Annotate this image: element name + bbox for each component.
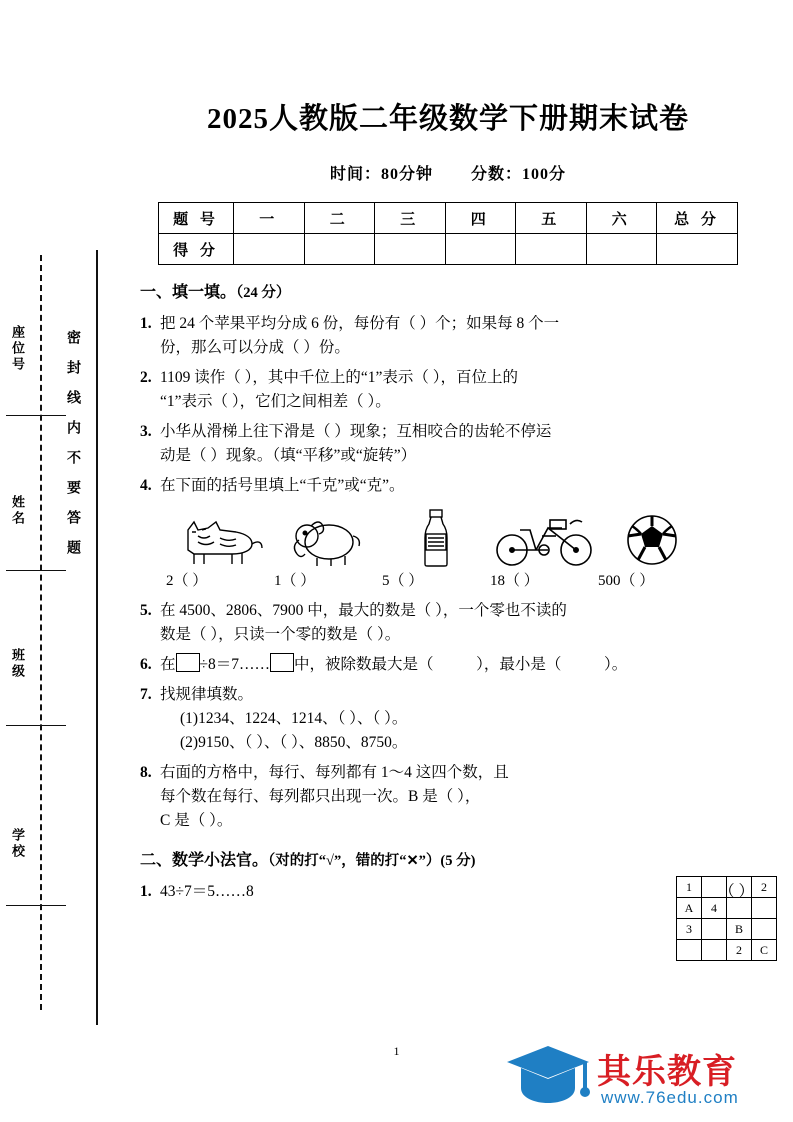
score-header-cell: 题 号 [159, 203, 234, 234]
table-row [677, 877, 777, 898]
grid-cell: 2 [727, 940, 752, 961]
unit-pictures [166, 508, 754, 568]
question-line: 把 24 个苹果平均分成 6 份，每份有（ ）个；如果每 8 个一 [160, 314, 560, 332]
score-value-cell[interactable] [304, 234, 375, 265]
section-two-title: 二、数学小法官。 [140, 852, 269, 870]
score-header-cell: 四 [445, 203, 516, 234]
grid-cell [727, 877, 752, 898]
section-two-points: （对的打“√”，错的打“✕”）(5 分) [268, 853, 476, 870]
class-line [6, 725, 66, 726]
page-number: 1 [393, 1044, 400, 1058]
site-logo [505, 1040, 785, 1116]
logo-url: www.76edu.com [601, 1088, 739, 1107]
question-s2-1 [140, 880, 754, 904]
seat-number-label: 座位号 [10, 325, 25, 373]
grid-cell [752, 898, 777, 919]
page-title: 2025人教版二年级数学下册期末试卷 [206, 103, 689, 135]
question-line: 在下面的括号里填上“千克”或“克”。 [160, 476, 405, 494]
question-line: “1”表示（ ），它们之间相差（ ）。 [160, 392, 391, 410]
question-7 [140, 683, 754, 755]
score-header-cell: 总 分 [657, 203, 738, 234]
grid-cell: 3 [677, 919, 702, 940]
question-line: (2)9150、（ ）、（ ）、8850、8750。 [180, 734, 408, 752]
table-row [677, 940, 777, 961]
question-number: 8. [140, 764, 152, 782]
section-one-heading [140, 281, 754, 306]
time-label: 时间：80分钟 [329, 166, 433, 183]
score-value-cell[interactable] [516, 234, 587, 265]
bicycle-icon [490, 510, 598, 568]
question-number: 7. [140, 686, 152, 704]
table-row [159, 234, 738, 265]
section-one-points: （24 分） [236, 285, 291, 301]
blank-box [176, 653, 200, 672]
question-line: C 是（ ）。 [160, 812, 233, 830]
score-header-cell: 三 [375, 203, 446, 234]
bottle-icon [382, 508, 490, 568]
grid-cell: 1 [677, 877, 702, 898]
grid-cell [677, 940, 702, 961]
section-one-title: 一、填一填。 [140, 284, 237, 301]
section-two-heading [140, 849, 754, 874]
score-value-cell[interactable] [234, 234, 305, 265]
score-header-cell: 六 [586, 203, 657, 234]
unit-label: 5（ ） [382, 572, 424, 589]
score-value-cell: 得 分 [159, 234, 234, 265]
grid-cell [702, 940, 727, 961]
seal-instruction-text: 密封线内不要答题 [65, 330, 80, 570]
score-value-cell[interactable] [586, 234, 657, 265]
class-label: 班级 [10, 648, 25, 680]
exam-meta [118, 161, 778, 184]
grid-cell [702, 919, 727, 940]
grid-cell: A [677, 898, 702, 919]
dashed-seal-line [40, 255, 42, 1010]
grid-cell [752, 919, 777, 940]
grid-cell: 4 [702, 898, 727, 919]
score-header-cell: 二 [304, 203, 375, 234]
grid-cell: 2 [752, 877, 777, 898]
answer-mark-blank[interactable]: （ ） [719, 883, 754, 901]
question-line: 43÷7＝5……8 [160, 883, 254, 901]
question-5 [140, 599, 754, 647]
score-value-cell[interactable] [445, 234, 516, 265]
question-line: 1109 读作（ ），其中千位上的“1”表示（ ），百位上的 [160, 368, 519, 386]
section-two [140, 849, 754, 904]
question-number: 5. [140, 602, 152, 620]
question-8 [140, 761, 754, 833]
question-line: 找规律填数。 [160, 686, 254, 704]
question-1 [140, 312, 754, 360]
question-number: 6. [140, 656, 152, 674]
grid-cell [727, 898, 752, 919]
unit-label: 500（ ） [598, 572, 655, 589]
question-line: 小华从滑梯上往下滑是（ ）现象；互相咬合的齿轮不停运 [160, 422, 552, 440]
grid-cell: B [727, 919, 752, 940]
question-number: 4. [140, 476, 152, 494]
table-row [677, 919, 777, 940]
left-margin-column [0, 0, 118, 1122]
question-number: 2. [140, 368, 152, 386]
cat-icon [166, 516, 274, 568]
question-number: 3. [140, 422, 152, 440]
section-one [140, 281, 754, 833]
grid-cell: C [752, 940, 777, 961]
table-row [677, 898, 777, 919]
exam-body [118, 0, 778, 904]
score-label: 分数：100分 [471, 166, 567, 183]
graduation-cap-icon [505, 1040, 591, 1110]
question-line: 份，那么可以分成（ ）份。 [160, 338, 350, 356]
unit-label: 18（ ） [490, 572, 539, 589]
score-header-cell: 五 [516, 203, 587, 234]
school-label: 学校 [10, 828, 25, 860]
grid-cell [702, 877, 727, 898]
question-line: 每个数在每行、每列都只出现一次。B 是（ ）， [160, 788, 481, 806]
score-header-cell: 一 [234, 203, 305, 234]
name-label: 姓名 [10, 495, 25, 527]
solid-seal-line [96, 250, 98, 1025]
question-3 [140, 420, 754, 468]
question-line: (1)1234、1224、1214、（ ）、（ ）。 [180, 710, 408, 728]
question-line: 在 ÷8＝7…… 中，被除数最大是（ ），最小是（ ）。 [160, 653, 754, 677]
name-line [6, 570, 66, 571]
score-table [158, 202, 738, 265]
sudoku-grid [676, 876, 777, 961]
seat-number-line [6, 415, 66, 416]
question-line: 在 4500、2806、7900 中，最大的数是（ ），一个零也不读的 [160, 602, 567, 620]
blank-box [270, 653, 294, 672]
question-number: 1. [140, 314, 152, 332]
question-line: 右面的方格中，每行、每列都有 1～4 这四个数，且 [160, 764, 509, 782]
question-2 [140, 366, 754, 414]
unit-label: 1（ ） [274, 572, 316, 589]
logo-title: 其乐教育 [597, 1053, 737, 1091]
question-6 [140, 653, 754, 677]
question-4 [140, 474, 754, 498]
school-line [6, 905, 66, 906]
question-line: 动是（ ）现象。（填“平移”或“旋转”） [160, 446, 417, 464]
elephant-icon [274, 516, 382, 568]
football-icon [598, 512, 706, 568]
table-row [159, 203, 738, 234]
question-number: 1. [140, 883, 152, 901]
score-value-cell[interactable] [375, 234, 446, 265]
score-value-cell[interactable] [657, 234, 738, 265]
question-line: 数是（ ），只读一个零的数是（ ）。 [160, 626, 401, 644]
unit-picture-labels [166, 570, 754, 593]
unit-label: 2（ ） [166, 572, 208, 589]
